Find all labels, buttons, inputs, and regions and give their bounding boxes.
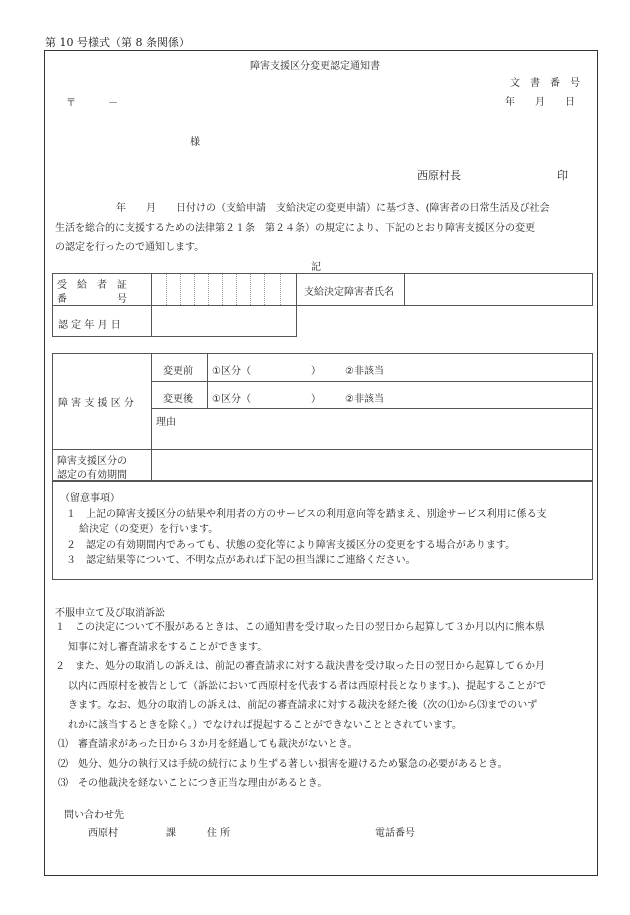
cert-date-label: 認 定 年 月 日 [58, 320, 121, 331]
recipient-no-label-1: 受 給 者 証 [57, 280, 127, 291]
before-label: 変更前 [163, 366, 193, 377]
seal-mark: 印 [557, 169, 568, 182]
contact-phone-label: 電話番号 [375, 828, 415, 839]
after-label: 変更後 [163, 394, 193, 405]
category-table [52, 353, 593, 481]
reason-label: 理由 [156, 417, 176, 428]
recipient-name-label: 支給決定障害者氏名 [304, 287, 394, 298]
contact-heading: 問い合わせ先 [64, 810, 124, 821]
notification-body: 年 月 日付けの（支給申請 支給決定の変更申請）に基づき、(障害者の日常生活及び社会 生活を総合的に支援するための法律第２１条 第２４条）の規定により、下記のとおり障害支援区分の変更 の認定を行ったので通知します。 [55, 203, 550, 253]
contact-section: 課 [166, 828, 176, 839]
valid-period-label-2: 認定の有効期間 [57, 470, 127, 481]
after-option-2: ②非該当 [345, 394, 384, 405]
postal-mark: 〒 [66, 98, 76, 109]
contact-address-label: 住 所 [207, 828, 231, 839]
contact-village: 西原村 [88, 828, 118, 839]
after-option-1: ①区分（ ） [212, 394, 321, 405]
notes-content: （留意事項） １ 上記の障害支援区分の結果や利用者の方のサービスの利用意向等を踏まえ、別途サービス利用に係る支 給決定（の変更）を行います。 ２ 認定の有効期間内であっても、状態の変化等により障害支援区分の変更をする場合があります。 ３ 認定結果等について、不明な点があれば下記の担当課にご連絡ください。 [60, 493, 547, 566]
recipient-honorific: 様 [190, 137, 200, 148]
category-label: 障 害 支 援 区 分 [58, 398, 134, 409]
before-option-1: ①区分（ ） [212, 366, 321, 377]
issue-date-label: 年 月 日 [505, 97, 575, 108]
document-title: 障害支援区分変更認定通知書 [250, 61, 380, 72]
postal-dash: － [108, 98, 118, 109]
valid-period-label-1: 障害支援区分の [57, 456, 127, 467]
document-number-label: 文 書 番 号 [510, 78, 580, 89]
issuer-name: 西原村長 [417, 169, 461, 182]
form-number: 第 10 号様式（第 8 条関係） [45, 36, 190, 49]
ki-label: 記 [311, 262, 321, 273]
appeal-heading: 不服申立て及び取消訴訟 [55, 608, 165, 619]
appeal-text: １ この決定について不服があるときは、この通知書を受け取った日の翌日から起算して３か月以内に熊本県 知事に対し審査請求をすることができます。 ２ また、処分の取消しの訴えは、前記の審査請求に対する裁決書を受け取った日の翌日から起算して６か月 以内に西原村を被告として（訴訟において西原村を代表する者は西原村長となります。)、提起することがで きます。なお、処分の取消しの訴えは、前記の審査請求に対する裁決を経た後（次の⑴から⑶までのいず れかに該当するときを除く。）でなければ提起することができないこととされています。 ⑴ 審査請求があった日から３か月を経過しても裁決がないとき。 ⑵ 処分、処分の執行又は手続の続行により生ずる著しい損害を避けるため緊急の必要があるとき。 ⑶ その他裁決を経ないことにつき正当な理由があるとき。 [55, 622, 547, 789]
recipient-no-label-2: 番 号 [57, 294, 127, 305]
before-option-2: ②非該当 [345, 366, 384, 377]
